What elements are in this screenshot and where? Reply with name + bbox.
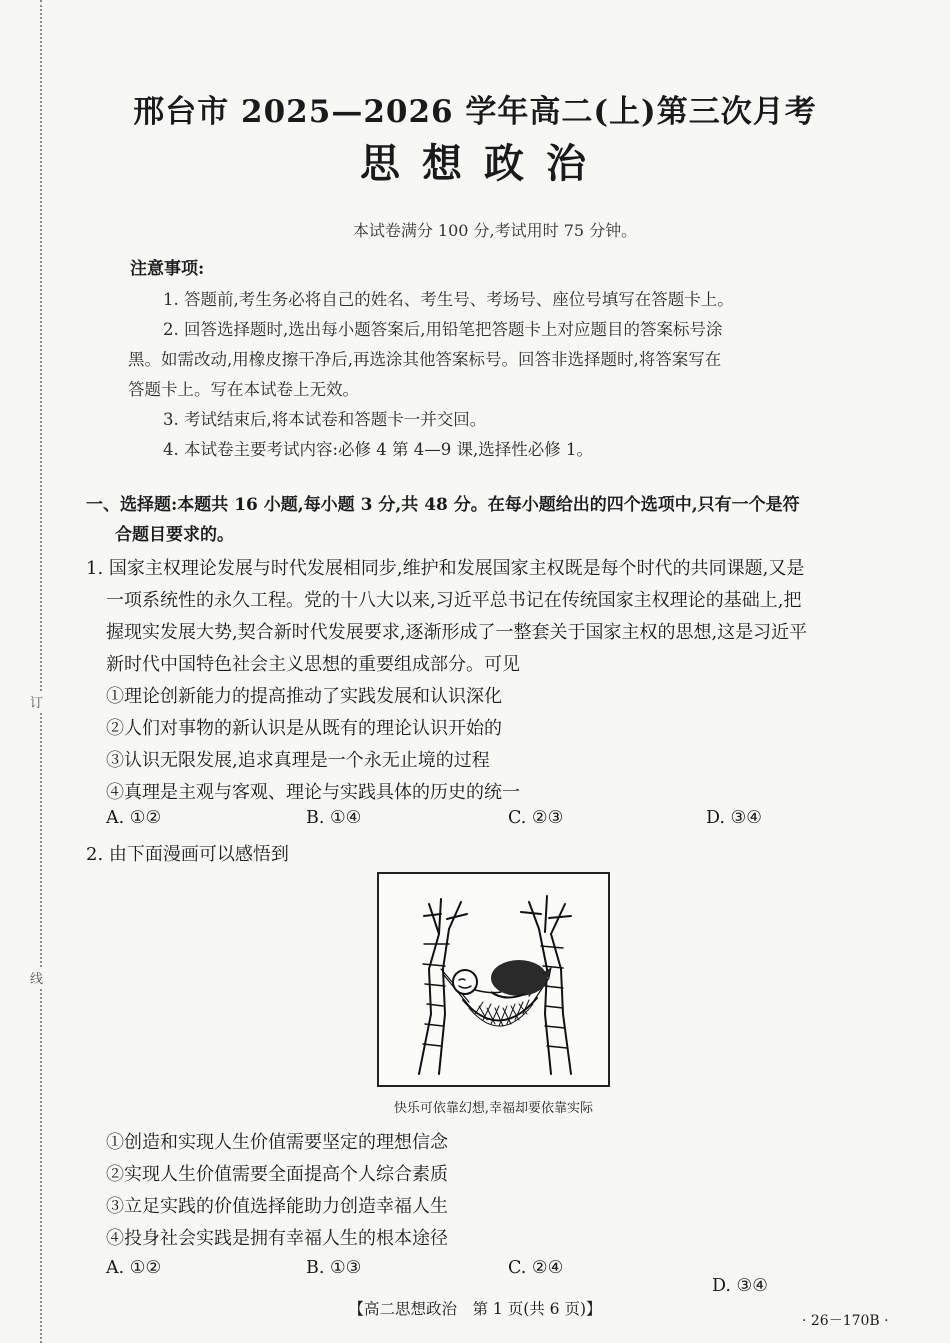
q2-stem: 2. 由下面漫画可以感悟到 bbox=[86, 844, 289, 865]
hammock-cartoon-icon bbox=[379, 874, 608, 1085]
q1-option-b: B. ①④ bbox=[306, 808, 362, 828]
q2-statement: ④投身社会实践是拥有幸福人生的根本途径 bbox=[106, 1228, 448, 1249]
q2-option-a: A. ①② bbox=[106, 1258, 162, 1278]
note-line: 答题卡上。写在本试卷上无效。 bbox=[128, 380, 359, 399]
paper-code: · 26－170B · bbox=[802, 1313, 889, 1329]
q1-statement: ③认识无限发展,追求真理是一个永无止境的过程 bbox=[106, 750, 490, 771]
note-line: 1. 答题前,考生务必将自己的姓名、考生号、考场号、座位号填写在答题卡上。 bbox=[163, 290, 734, 309]
q2-statement: ③立足实践的价值选择能助力创造幸福人生 bbox=[106, 1196, 448, 1217]
note-line: 4. 本试卷主要考试内容:必修 4 第 4—9 课,选择性必修 1。 bbox=[163, 440, 594, 459]
note-line: 3. 考试结束后,将本试卷和答题卡一并交回。 bbox=[163, 410, 487, 429]
q1-stem-line: 握现实发展大势,契合新时代发展要求,逐渐形成了一整套关于国家主权的思想,这是习近平 bbox=[106, 622, 808, 643]
margin-mark-xian: 线 bbox=[30, 968, 43, 987]
q1-option-d: D. ③④ bbox=[706, 808, 762, 828]
q2-statement: ②实现人生价值需要全面提高个人综合素质 bbox=[106, 1164, 448, 1185]
notes-heading: 注意事项: bbox=[130, 259, 205, 279]
q2-statement: ①创造和实现人生价值需要坚定的理想信念 bbox=[106, 1132, 448, 1153]
q1-stem-line: 一项系统性的永久工程。党的十八大以来,习近平总书记在传统国家主权理论的基础上,把 bbox=[106, 590, 802, 611]
q1-stem-line: 1. 国家主权理论发展与时代发展相同步,维护和发展国家主权既是每个时代的共同课题,又是 bbox=[86, 558, 805, 579]
cartoon-caption: 快乐可依靠幻想,幸福却要依靠实际 bbox=[393, 1101, 594, 1116]
section-heading: 一、选择题:本题共 16 小题,每小题 3 分,共 48 分。在每小题给出的四个选项中,只有一个是符 bbox=[86, 495, 800, 515]
q2-option-c: C. ②④ bbox=[508, 1258, 564, 1278]
q1-statement: ①理论创新能力的提高推动了实践发展和认识深化 bbox=[106, 686, 502, 707]
subject-title: 思想政治 bbox=[360, 140, 608, 187]
margin-mark-ding: 订 bbox=[30, 692, 43, 711]
section-heading-cont: 合题目要求的。 bbox=[115, 525, 234, 545]
q2-option-d: D. ③④ bbox=[712, 1276, 768, 1296]
cartoon-image bbox=[377, 872, 610, 1087]
exam-title: 邢台市 2025—2026 学年高二(上)第三次月考 bbox=[133, 94, 817, 130]
binding-line bbox=[40, 0, 42, 1343]
q1-stem-line: 新时代中国特色社会主义思想的重要组成部分。可见 bbox=[106, 654, 520, 675]
exam-info: 本试卷满分 100 分,考试用时 75 分钟。 bbox=[352, 221, 638, 240]
note-line: 黑。如需改动,用橡皮擦干净后,再选涂其他答案标号。回答非选择题时,将答案写在 bbox=[128, 350, 722, 369]
note-line: 2. 回答选择题时,选出每小题答案后,用铅笔把答题卡上对应题目的答案标号涂 bbox=[163, 320, 723, 339]
q1-statement: ④真理是主观与客观、理论与实践具体的历史的统一 bbox=[106, 782, 520, 803]
q1-statement: ②人们对事物的新认识是从既有的理论认识开始的 bbox=[106, 718, 502, 739]
q1-option-c: C. ②③ bbox=[508, 808, 564, 828]
q2-option-b: B. ①③ bbox=[306, 1258, 362, 1278]
page-footer: 【高二思想政治 第 1 页(共 6 页)】 bbox=[348, 1300, 602, 1318]
q1-option-a: A. ①② bbox=[106, 808, 162, 828]
